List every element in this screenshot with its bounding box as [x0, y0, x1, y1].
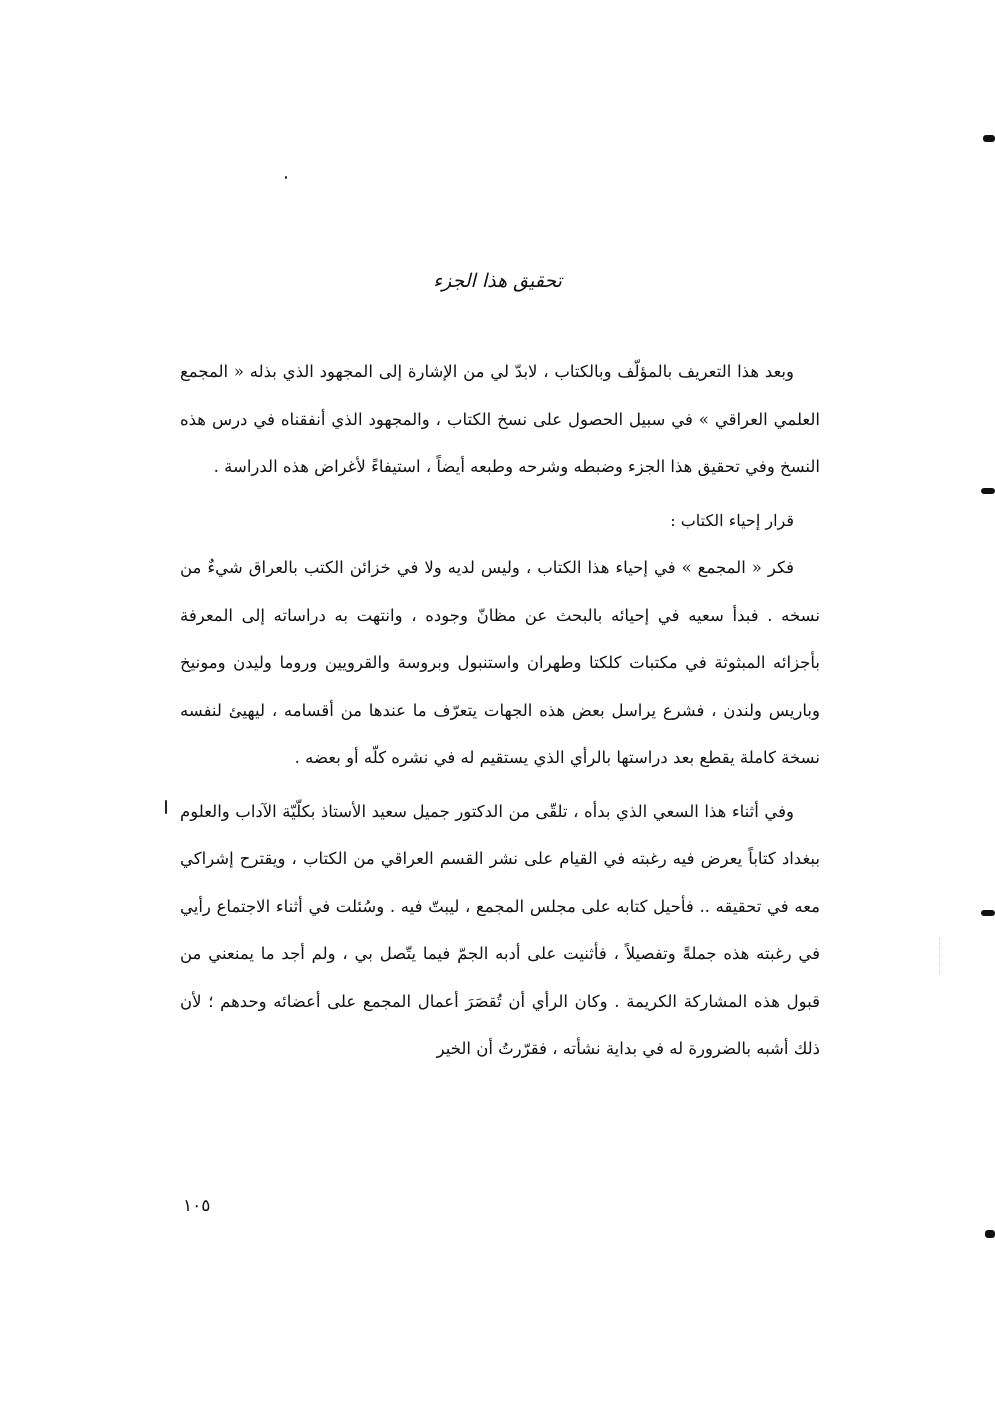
page-number: ١٠٥	[183, 1196, 211, 1216]
scan-edge-mark	[985, 1230, 995, 1238]
intro-paragraph: وبعد هذا التعريف بالمؤلّف وبالكتاب ، لابدّ لي من الإشارة إلى المجهود الذي بذله « المجمع العلمي العراقي » في سبيل الحصول على نسخ الكتاب ، والمجهود الذي أنفقناه في درس هذه النسخ وفي تحقيق هذا الجزء وضبطه وشرحه وطبعه أيضاً ، استيفاءً لأغراض هذه الدراسة .	[180, 362, 820, 476]
scan-speck	[165, 800, 167, 814]
page-title: تحقيق هذا الجزء	[433, 270, 562, 292]
scan-edge-mark	[981, 910, 995, 916]
body-text	[180, 348, 820, 1073]
scan-faint-line	[938, 938, 940, 974]
section-heading: قرار إحياء الكتاب :	[670, 510, 794, 530]
section-paragraph: وفي أثناء هذا السعي الذي بدأه ، تلقّى من الدكتور جميل سعيد الأستاذ بكلّيّة الآداب والعلوم ببغداد كتاباً يعرض فيه رغبته في القيام على نشر القسم العراقي من الكتاب ، ويقترح إشراكي معه في تحقيقه .. فأحيل كتابه على مجلس المجمع ، ليبتّ فيه . وسُئلت في أثناء الاجتماع رأيي في رغبته هذه جملةً وتفصيلاً ، فأثنيت على أدبه الجمّ فيما يتّصل بي ، ولم أجد ما يمنعني من قبول هذه المشاركة الكريمة . وكان الرأي أن تُقصَرَ أعمال المجمع على أعضائه وحدهم ؛ لأن ذلك أشبه بالضرورة له في بداية نشأته ، فقرّرتُ أن الخير	[180, 801, 820, 1058]
scan-edge-mark	[981, 488, 995, 494]
scan-speck	[285, 176, 287, 179]
scan-edge-mark	[983, 135, 995, 142]
section-paragraph: فكر « المجمع » في إحياء هذا الكتاب ، وليس لديه ولا في خزائن الكتب بالعراق شيءٌ من نسخه . فبدأ سعيه في إحيائه بالبحث عن مظانّ وجوده ، وانتهت به دراساته إلى المعرفة بأجزائه المبثوثة في مكتبات كلكتا وطهران واستنبول وبروسة والقرويين وروما وليدن ومونيخ وباريس ولندن ، فشرع يراسل بعض هذه الجهات يتعرّف ما عندها من أقسامه ، ليهيئ لنفسه نسخة كاملة يقطع بعد دراستها بالرأي الذي يستقيم له في نشره كلّه أو بعضه .	[180, 558, 820, 767]
